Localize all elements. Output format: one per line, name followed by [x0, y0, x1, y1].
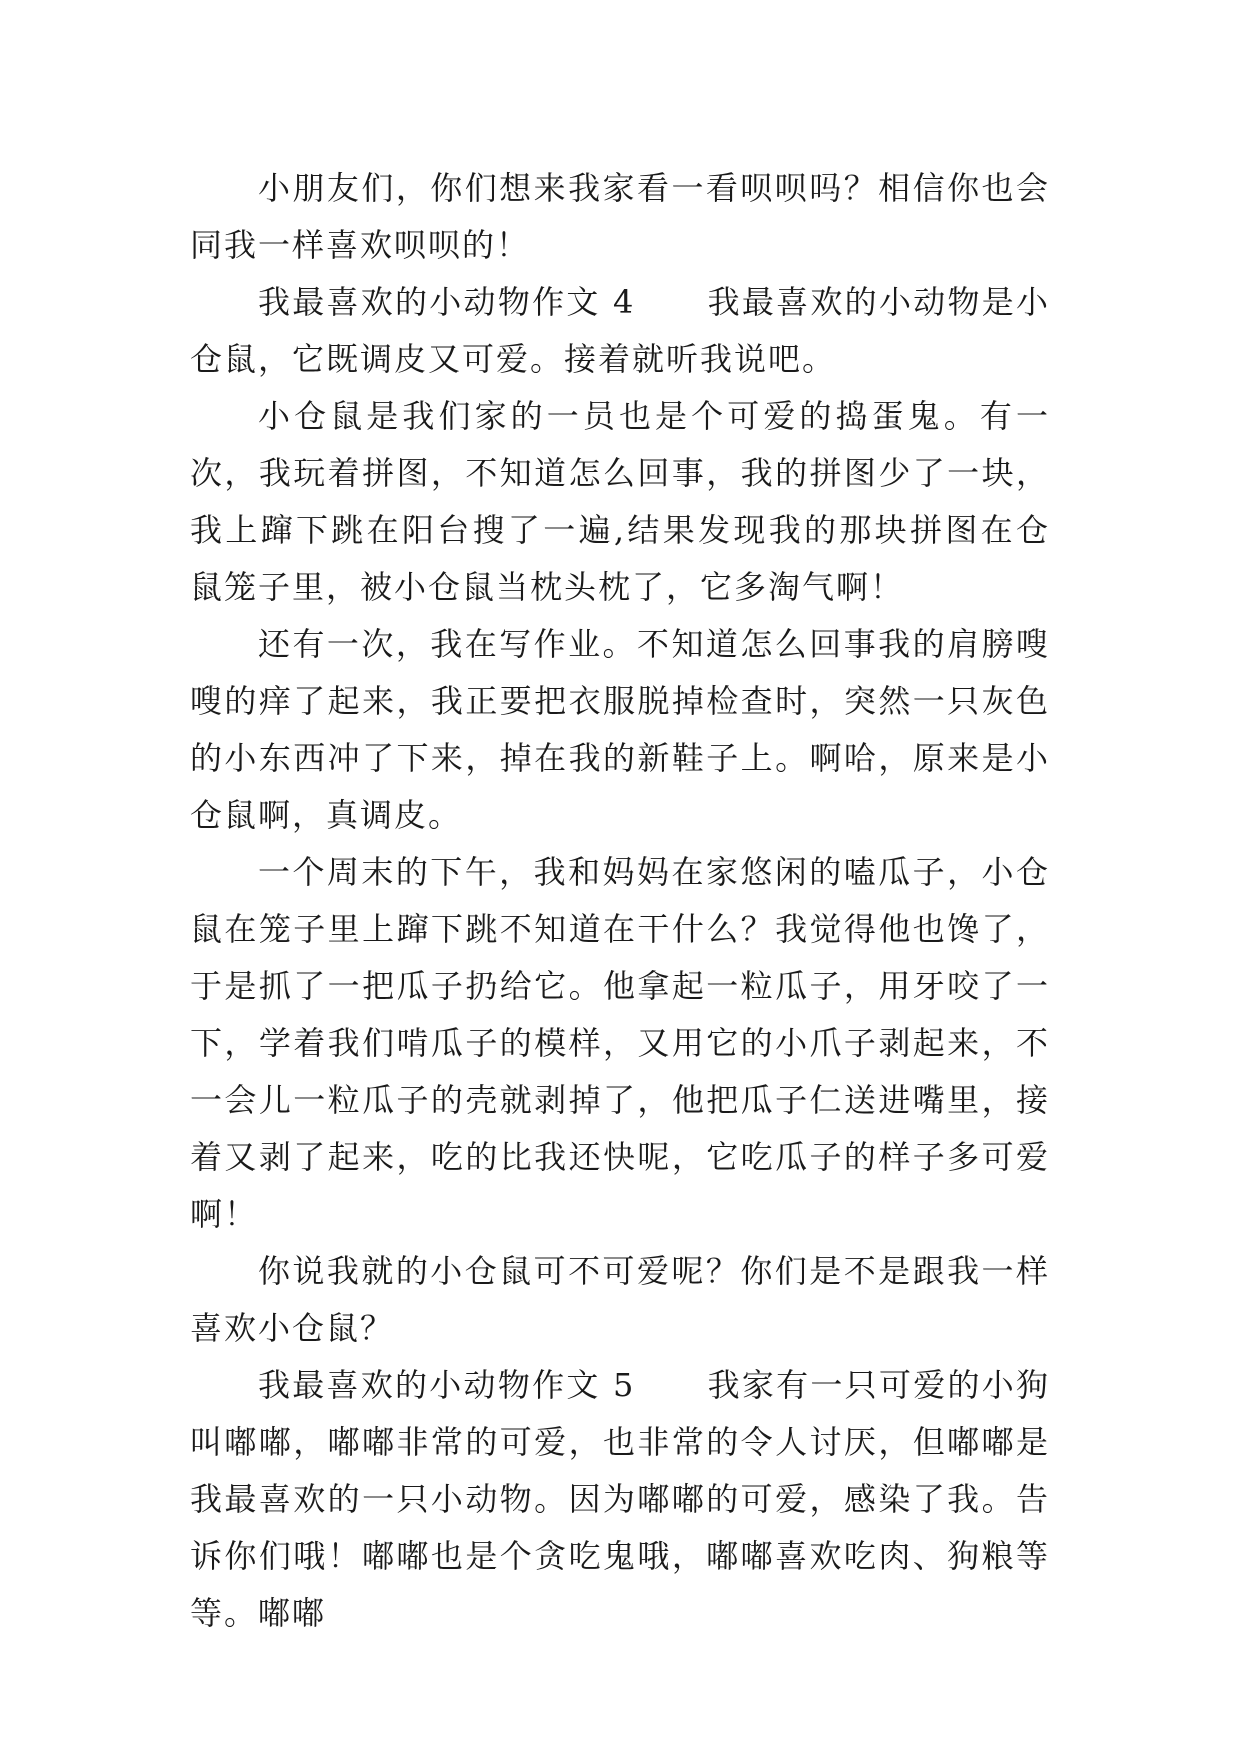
- paragraph-3: [190, 388, 1050, 616]
- paragraph-4: [190, 616, 1050, 844]
- paragraph-text: 我最喜欢的小动物是小仓鼠，它既调皮又可爱。接着就听我说吧。: [190, 283, 1050, 378]
- paragraph-text: 你说我就的小仓鼠可不可爱呢？你们是不是跟我一样喜欢小仓鼠？: [190, 1252, 1050, 1347]
- paragraph-5: [190, 844, 1050, 1243]
- paragraph-6: [190, 1243, 1050, 1357]
- paragraph-1: [190, 160, 1050, 274]
- section-heading: 我最喜欢的小动物作文 4: [258, 283, 636, 321]
- paragraph-text: 还有一次，我在写作业。不知道怎么回事我的肩膀嗖嗖的痒了起来，我正要把衣服脱掉检查时，突然一只灰色的小东西冲了下来，掉在我的新鞋子上。啊哈，原来是小仓鼠啊，真调皮。: [190, 625, 1050, 834]
- paragraph-text: 我家有一只可爱的小狗叫嘟嘟，嘟嘟非常的可爱，也非常的令人讨厌，但嘟嘟是我最喜欢的一只小动物。因为嘟嘟的可爱，感染了我。告诉你们哦！嘟嘟也是个贪吃鬼哦，嘟嘟喜欢吃肉、狗粮等等。嘟嘟: [190, 1366, 1050, 1632]
- paragraph-text: 小朋友们，你们想来我家看一看呗呗吗？相信你也会同我一样喜欢呗呗的！: [190, 169, 1050, 264]
- paragraph-7: [190, 1357, 1050, 1642]
- section-heading: 我最喜欢的小动物作文 5: [258, 1366, 636, 1404]
- paragraph-text: 一个周末的下午，我和妈妈在家悠闲的嗑瓜子，小仓鼠在笼子里上蹿下跳不知道在干什么？我觉得他也馋了，于是抓了一把瓜子扔给它。他拿起一粒瓜子，用牙咬了一下，学着我们啃瓜子的模样，又用它的小爪子剥起来，不一会儿一粒瓜子的壳就剥掉了，他把瓜子仁送进嘴里，接着又剥了起来，吃的比我还快呢，它吃瓜子的样子多可爱啊！: [190, 853, 1050, 1233]
- document-body: [190, 160, 1050, 1642]
- paragraph-text: 小仓鼠是我们家的一员也是个可爱的捣蛋鬼。有一次，我玩着拼图，不知道怎么回事，我的拼图少了一块，我上蹿下跳在阳台搜了一遍,结果发现我的那块拼图在仓鼠笼子里，被小仓鼠当枕头枕了，它多淘气啊！: [190, 397, 1050, 606]
- paragraph-2: [190, 274, 1050, 388]
